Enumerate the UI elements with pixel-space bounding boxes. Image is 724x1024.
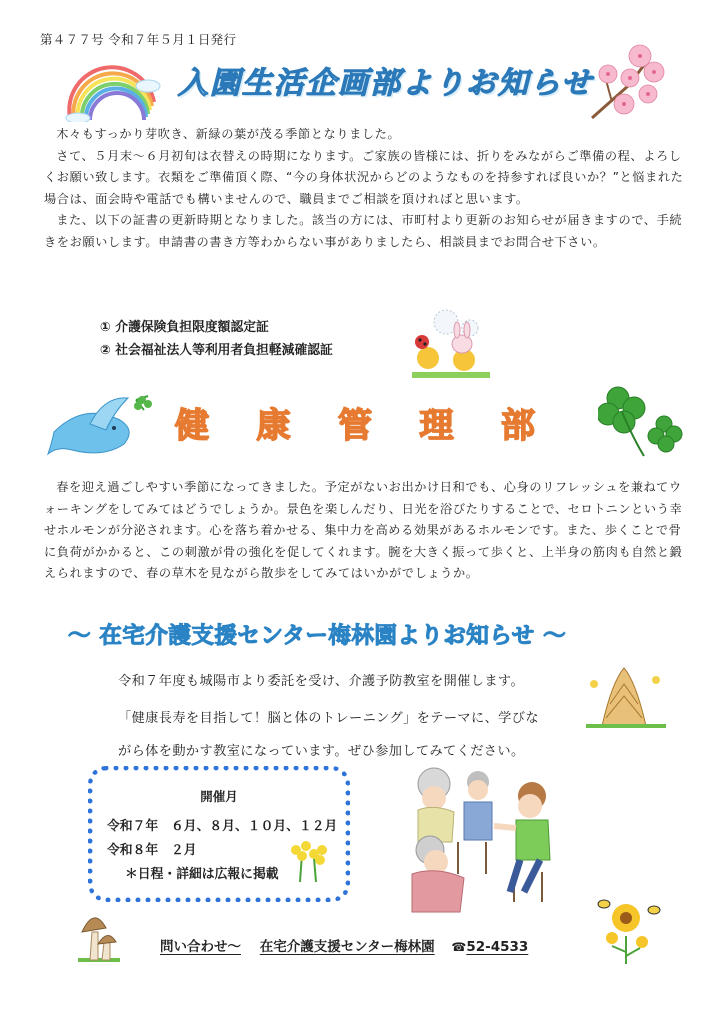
ladybug-bunny-dandelion-icon [406,306,492,382]
section1-paragraph: また、以下の証書の更新時期となりました。該当の方には、市町村より更新のお知らせが届きますので、手続きをお願いします。申請書の書き方等わからない事がありましたら、相談員までお問合せ下さい。 [44,213,683,249]
list-item: ① 介護保険負担限度額認定証 [100,320,269,335]
rainbow-icon [62,62,162,122]
section1-paragraph: 木々もすっかり芽吹き、新緑の葉が茂る季節となりました。 [56,127,401,141]
rapeseed-flower-icon [280,838,336,882]
section1-title: 入園生活企画部よりお知らせ [178,66,594,101]
sunflower-bees-icon [596,896,666,966]
four-leaf-clover-icon [598,384,684,458]
bluebird-icon [44,392,156,462]
title-char: 管 [338,406,372,446]
section3-line: 「健康長寿を目指して！脳と体のトレーニング」をテーマに、学びな [118,711,539,726]
telephone-icon: ☎ [451,940,467,954]
schedule-line: 令和８年 ２月 [107,843,197,858]
schedule-note: ＊日程・詳細は広報に掲載 [125,867,279,882]
list-item: ② 社会福祉法人等利用者負担軽減確認証 [100,343,333,358]
issue-info: 第４７７号 令和７年５月１日発行 [40,32,237,47]
section3-line: がら体を動かす教室になっています。ぜひ参加してみてください。 [118,744,525,759]
contact-line [160,935,528,955]
contact-tel: 52-4533 [466,939,529,955]
section1-body [44,124,689,254]
bamboo-shoot-icon [584,664,668,730]
title-char: 理 [419,406,454,446]
certificate-list [100,316,333,362]
section3-line: 令和７年度も城陽市より委託を受け、介護予防教室を開催します。 [118,674,525,689]
section2-body [44,477,689,585]
title-char: 部 [501,406,535,446]
schedule-title: 開催月 [200,789,238,804]
title-char: 康 [256,406,291,446]
section1-paragraph: さて、５月末～６月初旬は衣替えの時期になります。ご家族の皆様には、折りをみながらご準備の程、よろしくお願い致します。衣類をご準備頂く際、“今の身体状況からどのようなものを持参すれば良いか？”と悩まれた場合は、面会時や電話でも構いませんので、職員までご相談を頂ければと思います。 [44,148,684,206]
section2-paragraph: 春を迎え過ごしやすい季節になってきました。予定がないお出かけ日和でも、心身のリフレッシュを兼ねてウォーキングをしてみてはどうでしょうか。景色を楽しんだり、日光を浴びたりすることで、セロトニンという幸せホルモンが分泌されます。心を落ち着かせる、集中力を高める効果があるホルモンです。また、歩くことで骨に負荷がかかると、この刺激が骨の強化を促してくれます。腕を大きく振って歩くと、上半身の筋肉も自然と鍛えられますので、春の草木を見ながら散歩をしてみてはいかがでしょうか。 [44,480,683,581]
section2-title [175,398,535,447]
contact-org: 在宅介護支援センター梅林園 [259,939,435,955]
cherry-blossom-icon [588,40,668,128]
section3-title: ～ 在宅介護支援センター梅林園よりお知らせ ～ [68,623,567,649]
contact-label: 問い合わせ～ [160,939,241,955]
schedule-line: 令和７年 ６月、８月、１０月、１２月 [107,819,338,834]
title-char: 健 [175,406,209,446]
exercise-seniors-illustration [400,762,568,914]
mushroom-icon [76,902,122,962]
